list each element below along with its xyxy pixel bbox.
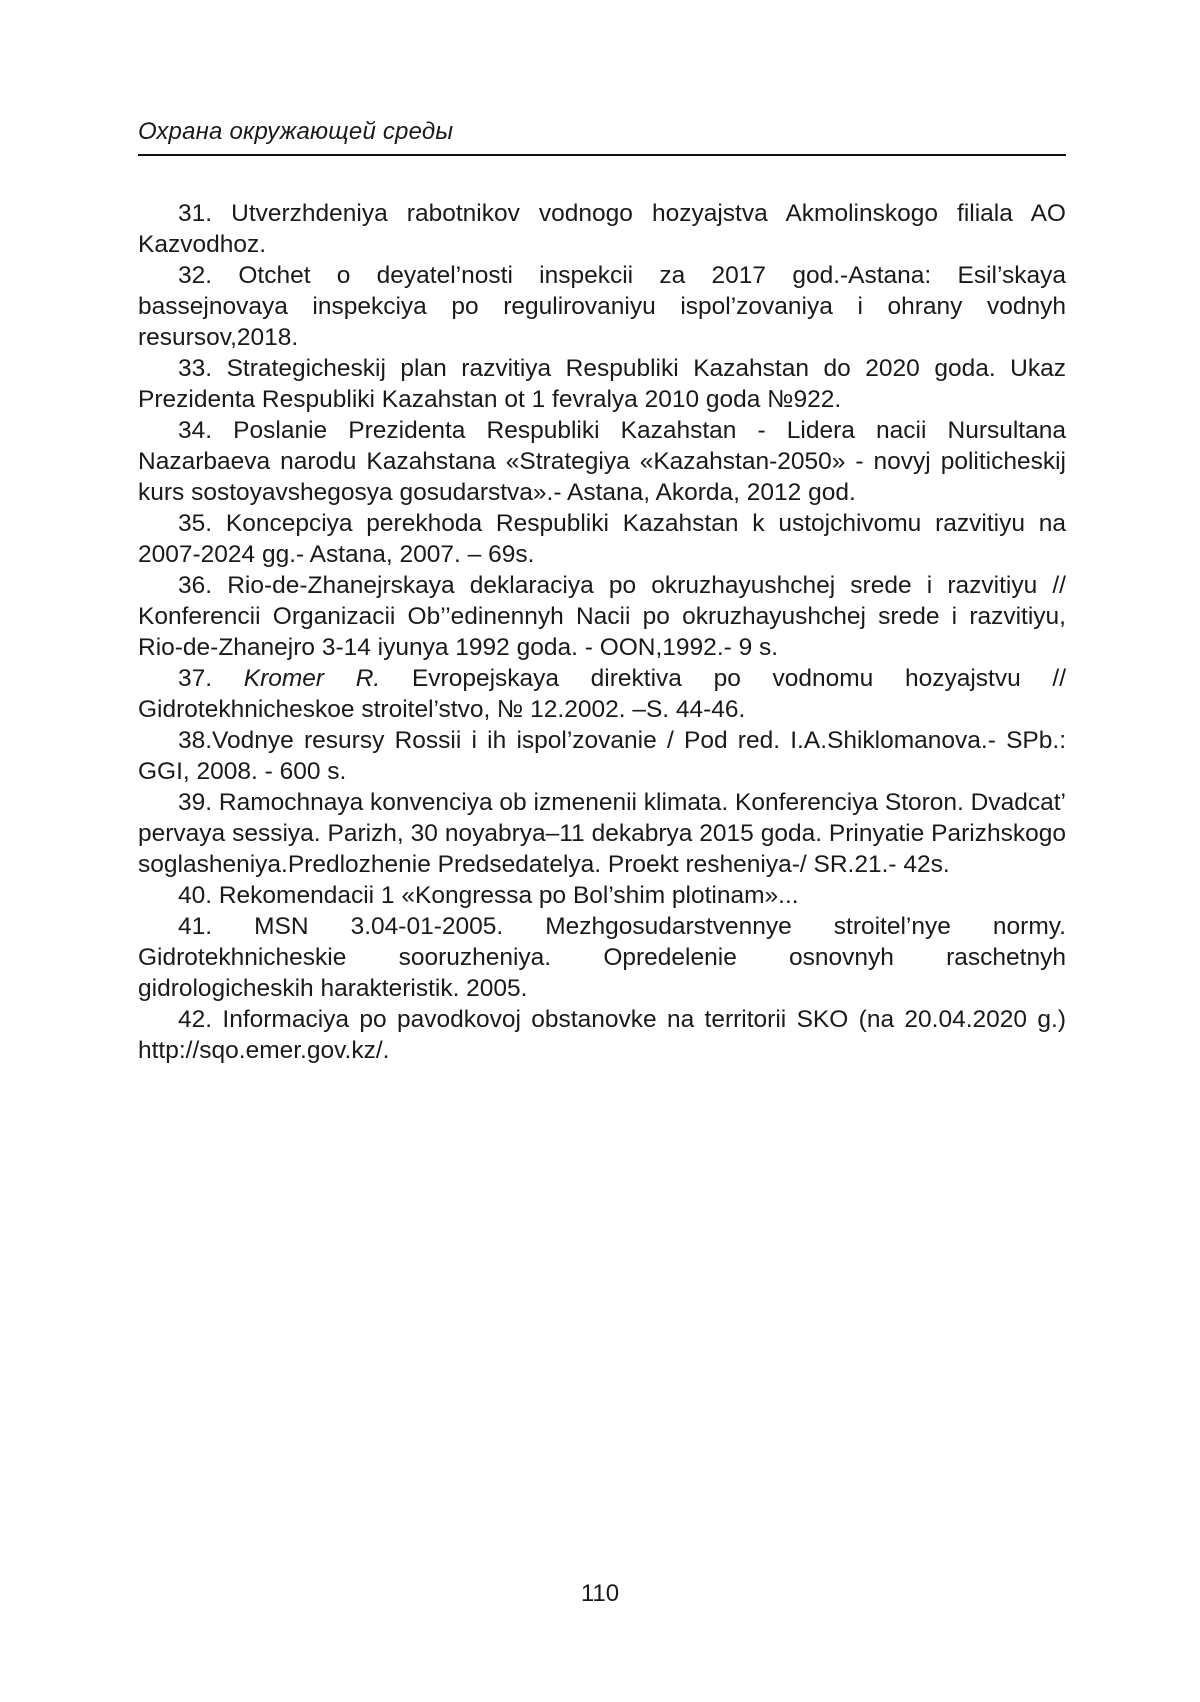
reference-item-39: 39. Ramochnaya konvenciya ob izmenenii klimata. Konferenciya Storon. Dvadcat’ pervaya sessiya. Parizh, 30 noyabrya–11 dekabrya 2015 goda. Prinyatie Parizhskogo soglasheniya.Predlozhenie Predsedatelya. Proekt resheniya-/ SR.21.- 42s. xyxy=(138,789,1066,878)
reference-item-32: 32. Otchet o deyatel’nosti inspekcii za 2017 god.-Astana: Esil’skaya bassejnovaya inspekciya po regulirovaniyu ispol’zovaniya i ohrany vodnyh resursov,2018. xyxy=(138,262,1066,351)
reference-item-35: 35. Koncepciya perekhoda Respubliki Kazahstan k ustojchivomu razvitiyu na 2007-2024 gg.- Astana, 2007. – 69s. xyxy=(138,510,1066,568)
reference-number: 37. xyxy=(178,665,213,692)
page-number: 110 xyxy=(580,1580,620,1607)
reference-item-33: 33. Strategicheskij plan razvitiya Respubliki Kazahstan do 2020 goda. Ukaz Prezidenta Respubliki Kazahstan ot 1 fevralya 2010 goda №922. xyxy=(138,355,1066,413)
reference-author: Kromer R. xyxy=(243,665,381,692)
reference-item-34: 34. Poslanie Prezidenta Respubliki Kazahstan - Lidera nacii Nursultana Nazarbaeva narodu Kazahstana «Strategiya «Kazahstan-2050» - novyj politicheskij kurs sostoyavshegosya gosudarstva».- Astana, Akorda, 2012 god. xyxy=(138,417,1066,506)
reference-item-40: 40. Rekomendacii 1 «Kongressa po Bol’shim plotinam»... xyxy=(178,882,799,909)
reference-item-41: 41. MSN 3.04-01-2005. Mezhgosudarstvennye stroitel’nye normy. Gidrotekhnicheskie sooruzheniya. Opredelenie osnovnyh raschetnyh gidrologicheskih harakteristik. 2005. xyxy=(138,913,1066,1002)
reference-body: Evropejskaya direktiva po vodnomu hozyajstvu // Gidrotekhnicheskoe stroitel’stvo, № 12.2002. –S. 44-46. xyxy=(138,665,1067,723)
reference-item-42: 42. Informaciya po pavodkovoj obstanovke na territorii SKO (na 20.04.2020 g.) http://sqo.emer.gov.kz/. xyxy=(138,1006,1066,1064)
reference-item-31: 31. Utverzhdeniya rabotnikov vodnogo hozyajstva Akmolinskogo filiala AO Kazvodhoz. xyxy=(138,200,1066,258)
reference-list xyxy=(138,198,1066,1066)
reference-item-38: 38.Vodnye resursy Rossii i ih ispol’zovanie / Pod red. I.A.Shiklomanova.- SPb.: GGI, 2008. - 600 s. xyxy=(138,727,1066,785)
header-divider xyxy=(138,154,1066,156)
reference-item-37 xyxy=(138,663,1066,725)
running-header-title: Охрана окружающей среды xyxy=(138,118,454,145)
reference-item-36: 36. Rio-de-Zhanejrskaya deklaraciya po okruzhayushchej srede i razvitiyu // Konferencii Organizacii Ob’’edinennyh Nacii po okruzhayushchej srede i razvitiyu, Rio-de-Zhanejro 3-14 iyunya 1992 goda. - OON,1992.- 9 s. xyxy=(138,572,1066,661)
